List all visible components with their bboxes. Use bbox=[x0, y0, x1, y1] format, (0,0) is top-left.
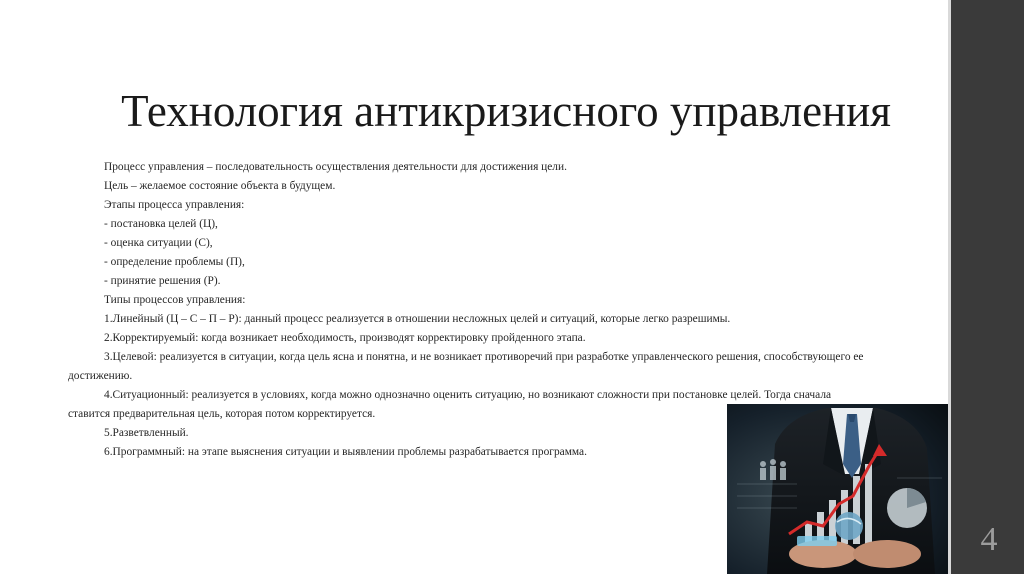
text-line: - определение проблемы (П), bbox=[104, 256, 245, 268]
text-line: Типы процессов управления: bbox=[104, 294, 246, 306]
text-line: Цель – желаемое состояние объекта в будущем. bbox=[104, 180, 336, 192]
text-line: 2.Корректируемый: когда возникает необходимость, производят корректировку пройденного этапа. bbox=[104, 332, 586, 344]
text-line: - постановка целей (Ц), bbox=[104, 218, 218, 230]
text-line: 1.Линейный (Ц – С – П – Р): данный процесс реализуется в отношении несложных целей и ситуаций, которые легко разрешимы. bbox=[104, 313, 731, 325]
side-bar bbox=[948, 0, 1024, 574]
text-line: 6.Программный: на этапе выяснения ситуации и выявлении проблемы разрабатывается программа. bbox=[104, 446, 587, 458]
text-line: - принятие решения (Р). bbox=[104, 275, 221, 287]
slide-title: Технология антикризисного управления bbox=[121, 86, 891, 136]
text-line: 5.Разветвленный. bbox=[104, 427, 189, 439]
page-number: 4 bbox=[980, 521, 998, 558]
text-paragraph: 4.Ситуационный: реализуется в условиях, когда можно однозначно оценить ситуацию, но возникают сложности при постановке целей. Тогда сначала ставится предварительная цель, которая потом корректируется. bbox=[68, 389, 832, 420]
text-line: - оценка ситуации (С), bbox=[104, 237, 213, 249]
text-paragraph: 3.Целевой: реализуется в ситуации, когда цель ясна и понятна, и не возникает противоречий при разработке управленческого решения, способствующего ее достижению. bbox=[68, 351, 864, 382]
text-line: Этапы процесса управления: bbox=[104, 199, 245, 211]
side-bar-divider bbox=[948, 0, 951, 574]
text-line: Процесс управления – последовательность осуществления деятельности для достижения цели. bbox=[104, 161, 567, 173]
businessman-chart-photo bbox=[727, 404, 949, 574]
